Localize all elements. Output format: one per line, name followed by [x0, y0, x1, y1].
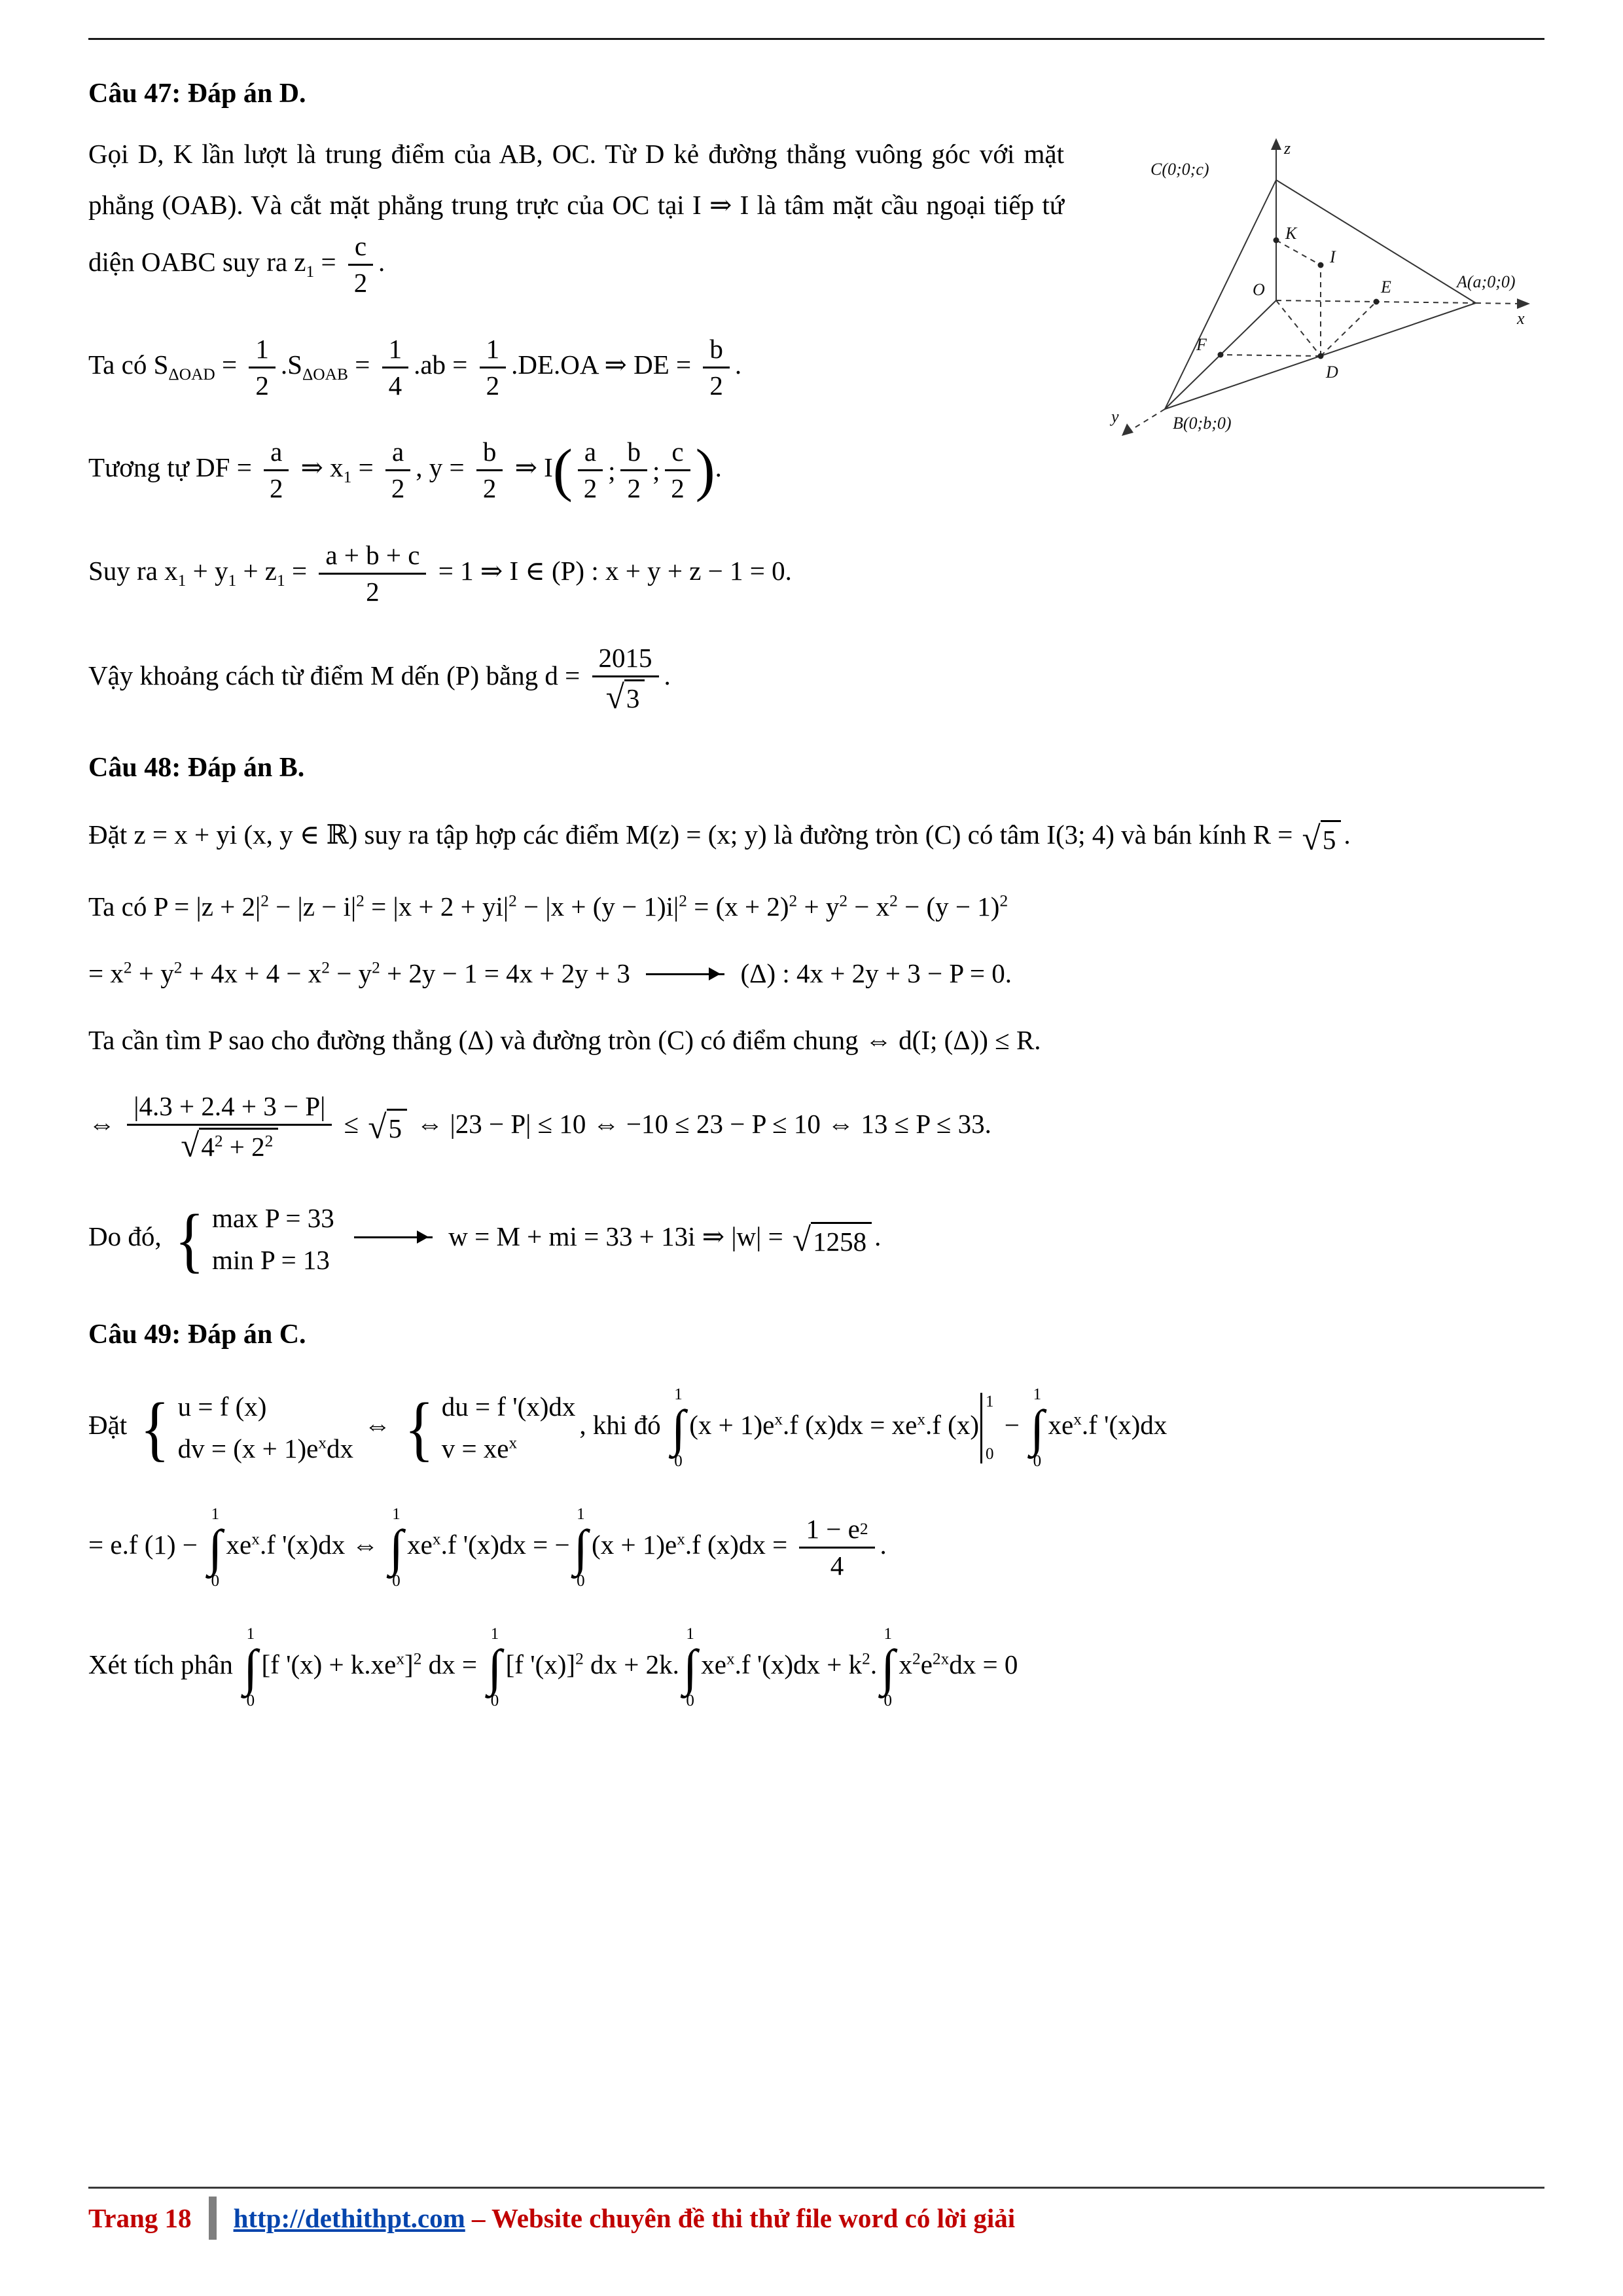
figure-label-i: I [1330, 247, 1336, 266]
page-footer [88, 2187, 1544, 2240]
tetrahedron-figure [1093, 129, 1544, 450]
c48-line-inequality: ⇔ |4.3 + 2.4 + 3 − P| √ $4^2 + 2^2$ ≤ √ 5 ⇔ |23 − P| ≤ 10 ⇔ −10 ≤ 23 − P ≤ 10 ⇔ 13 ≤ P ≤ 33. [88, 1090, 991, 1164]
page-number-label: Trang 18 [88, 2203, 192, 2233]
question-47-heading: Câu 47: Đáp án D. [88, 79, 306, 109]
question-49-heading: Câu 49: Đáp án C. [88, 1319, 306, 1350]
figure-label-y: y [1111, 407, 1119, 426]
figure-label-c: C(0;0;c) [1150, 160, 1209, 179]
c49-line-xettichphan: Xét tích phân 1 ∫ 0 [f '$(x) + k.xe^x]^2$ dx = 1 ∫ 0 [f '(x)]$^2$ dx + 2k. 1 ∫ 0 $xe^x.f$ '$(x)dx + k^2$. 1 ∫ 0 $x^2e^{2x}dx = 0$ [88, 1625, 1018, 1710]
coordinate-figure-svg [1093, 129, 1544, 450]
figure-label-a: A(a;0;0) [1457, 272, 1516, 291]
c47-formula-taco: Ta có $S_{\Delta OAD}$ = $\frac{1}{2}$ $.S_{\Delta OAB}$ = $\frac{1}{4}$ .ab = $\frac{1}{2}$ .DE.OA ⇒ DE = $\frac{b}{2}$ . [88, 334, 742, 401]
c48-line-tacantim: Ta cần tìm P sao cho đường thẳng (Δ) và đường tròn (C) có điểm chung ⇔ d(I; (Δ)) ≤ R. [88, 1024, 1041, 1055]
c49-line-ef1: = e.f (1) − 1 ∫ 0 $xe^x.f$ '(x)dx ⇔ 1 ∫ 0 $xe^x.f$ '(x)dx = − 1 ∫ 0 $(x + 1)e^x.f$ (x)dx = 1 − e 2 4 . [88, 1505, 887, 1590]
c48-line-dat: Đặt z = x + yi (x, y ∈ ℝ) suy ra tập hợp các điểm M(z) = (x; y) là đường tròn (C) có tâm I(3; 4) và bán kính R = √ 5 . [88, 819, 1351, 857]
c49-line-dat: Đặt { u = f (x) dv = $(x + 1)e^xdx$ ⇔ { du = f '(x)dx $v = xe^x$ , khi đó 1 ∫ 0 $(x + 1)e^x.f$ $(x)dx = xe^x.f$ (x) 1 0 − 1 ∫ 0 $xe^x.f$ '(x)dx [88, 1386, 1168, 1470]
figure-label-b: B(0;b;0) [1173, 414, 1232, 433]
footer-tagline: – Website chuyên đề thi thử file word có lời giải [465, 2203, 1016, 2233]
c47-formula-suyra: Suy ra $x_1 + y_1 + z_1$ = $\frac{a + b + c}{2}$ = 1 ⇒ I ∈ (P) : x + y + z − 1 = 0. [88, 539, 792, 607]
footer-divider-bar [209, 2197, 217, 2240]
c47-formula-tuongtu: Tương tự DF = $\frac{a}{2}$ ⇒ $x_1$ = $\frac{a}{2}$ , y = $\frac{b}{2}$ ⇒ I ( a 2 ; b 2 ; c 2 ) . [88, 437, 722, 504]
c48-line-taco: Ta có $P = |z + 2|^2 - |z - i|^2 = |x + 2 + yi|^2 - |x + (y - 1)i|^2 = (x + 2)^2 + y^2 - x^2 - (y - 1)^2$ [88, 891, 1008, 922]
figure-label-z: z [1284, 139, 1291, 158]
figure-label-x: x [1517, 309, 1525, 328]
footer-website-link[interactable]: http://dethithpt.com [233, 2203, 465, 2233]
figure-label-o: O [1253, 280, 1265, 299]
c47-paragraph: Gọi D, K lần lượt là trung điểm của AB, OC. Từ D kẻ đường thẳng vuông góc với mặt phẳng (OAB). Và cắt mặt phẳng trung trực của OC tại I ⇒ I là tâm mặt cầu ngoại tiếp tứ diện OABC suy ra $z_1$ = $\frac{c}{2}$ . [88, 139, 1064, 298]
figure-label-k: K [1285, 224, 1297, 243]
figure-label-e: E [1381, 278, 1391, 296]
header-rule [88, 38, 1544, 40]
question-48-heading: Câu 48: Đáp án B. [88, 753, 305, 783]
c48-line-expand: = $x^2 + y^2 + 4x + 4 - x^2 - y^2 + 2y - 1 = 4x + 2y + 3$ (Δ) : 4x + 2y + 3 − P = 0. [88, 958, 1012, 988]
c47-formula-vay: Vậy khoảng cách từ điểm M dến (P) bằng d = 2015 √ 3 . [88, 642, 671, 716]
figure-label-d: D [1326, 363, 1338, 382]
c48-line-dodo: Do đó, { max P = 33 min P = 13 w = M + mi = 33 + 13i ⇒ |w| = √ 1258 . [88, 1198, 882, 1280]
figure-points [1218, 238, 1380, 359]
figure-label-f: F [1196, 335, 1207, 354]
